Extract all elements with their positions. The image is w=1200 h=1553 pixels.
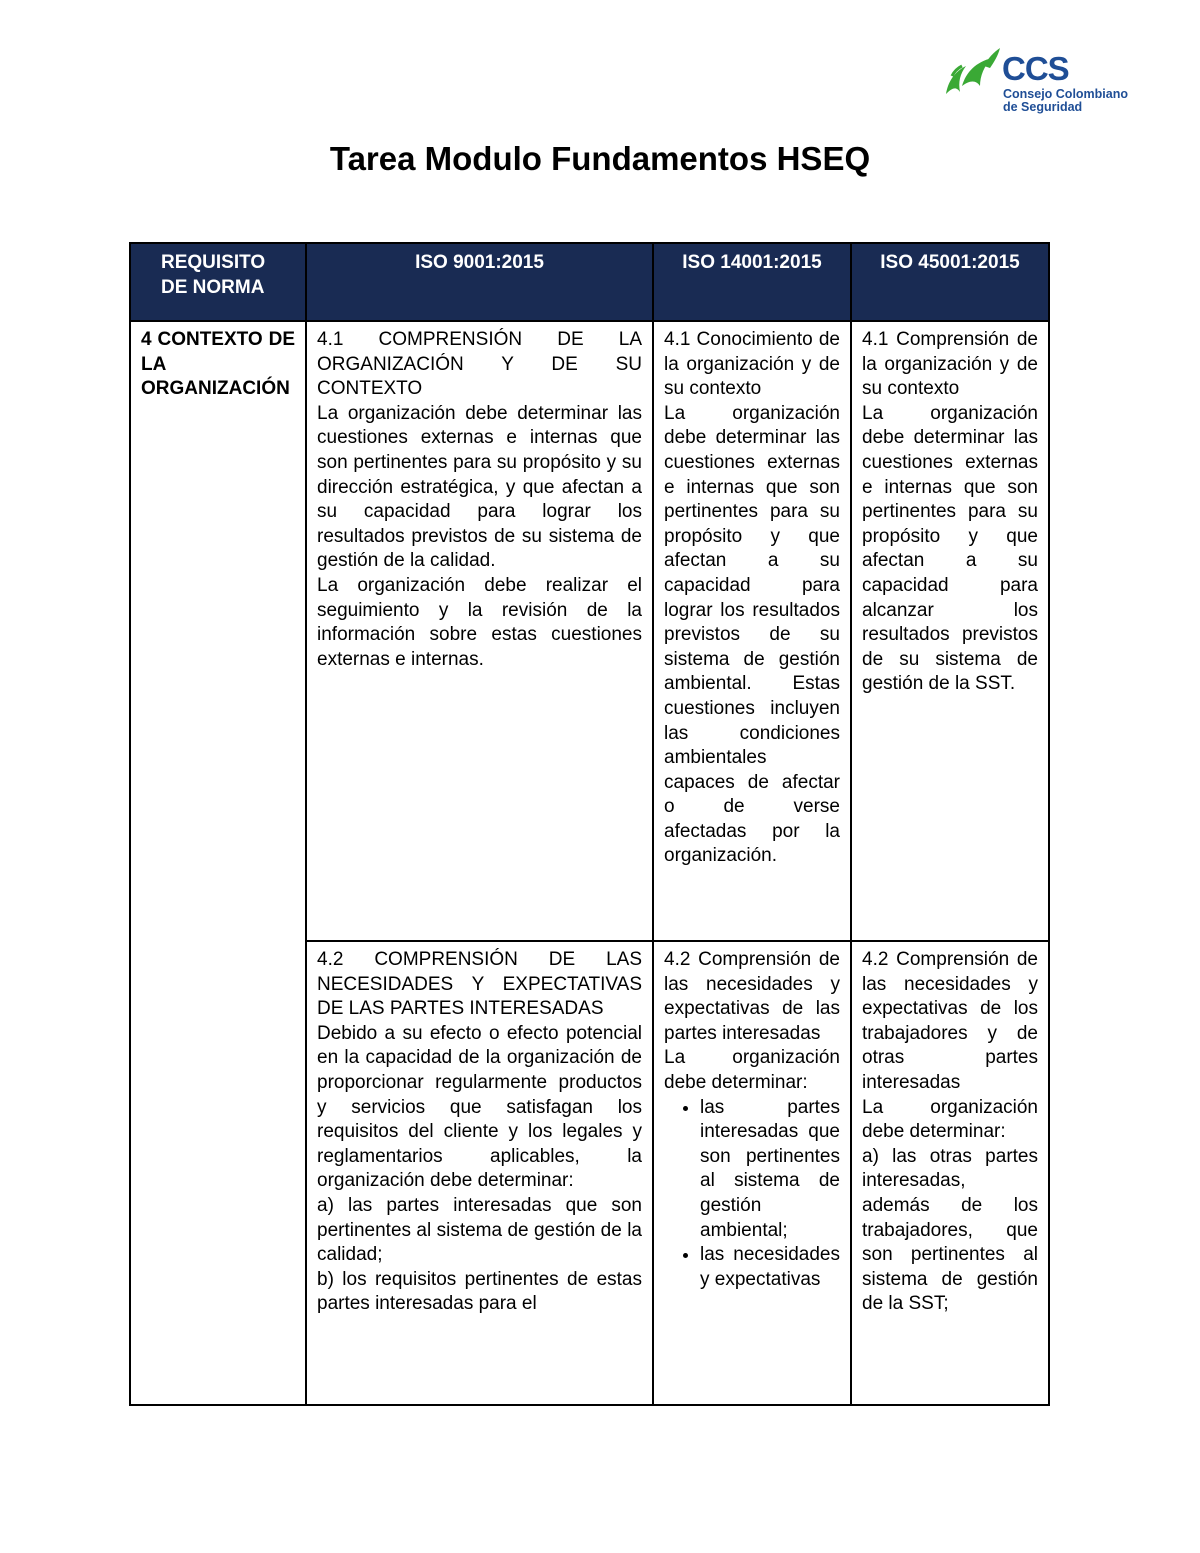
table-header-row [130, 243, 1049, 321]
iso14001-4-1-cell [653, 321, 851, 941]
page-title: Tarea Modulo Fundamentos HSEQ [329, 140, 871, 177]
iso14001-4-1-heading: 4.1 Conocimiento de la organización y de su contexto [664, 329, 840, 400]
iso45001-4-1-cell [851, 321, 1049, 941]
list-item: • las partes interesadas que son pertinentes al sistema de gestión ambiental; [700, 1096, 840, 1244]
hseq-comparison-table [129, 242, 1050, 1406]
logo-abbreviation: CCS [1002, 50, 1069, 87]
ccs-leaf-icon [940, 46, 1002, 104]
logo-full-name: Consejo Colombiano de Seguridad [1003, 87, 1128, 114]
header-requisito: REQUISITO DE NORMA [130, 243, 306, 321]
iso14001-4-2-intro: La organización debe determinar: [664, 1047, 840, 1093]
list-item: • las necesidades y expectativas [700, 1243, 840, 1292]
header-iso-9001: ISO 9001:2015 [306, 243, 653, 321]
header-iso-45001: ISO 45001:2015 [851, 243, 1049, 321]
iso45001-4-1-text: La organización debe determinar las cuestiones externas e internas que son pertinentes para su propósito y que afectan a su capacidad para alcanzar los resultados previstos de su sistema de gestión de la SST. [862, 402, 1038, 695]
iso45001-4-2-cell [851, 941, 1049, 1405]
iso9001-4-2-cell [306, 941, 653, 1405]
ccs-logo [940, 46, 1140, 116]
iso14001-4-2-heading: 4.2 Comprensión de las necesidades y expectativas de las partes interesadas [664, 949, 840, 1044]
iso9001-4-1-heading: 4.1 COMPRENSIÓN DE LA ORGANIZACIÓN Y DE SU CONTEXTO [317, 329, 642, 400]
iso9001-4-1-text: La organización debe determinar las cuestiones externas e internas que son pertinentes para su propósito y su dirección estratégica, y que afectan a su capacidad para lograr los resultados previstos de su sistema de gestión de la calidad. [317, 402, 642, 572]
iso9001-4-1-cell [306, 321, 653, 941]
iso45001-4-2-intro: La organización debe determinar: [862, 1096, 1038, 1143]
iso9001-4-2-text: Debido a su efecto o efecto potencial en la capacidad de la organización de proporcionar regularmente productos y servicios que satisfagan los requisitos del cliente y los legales y reglamentarios aplicables, la organización debe determinar: [317, 1022, 642, 1192]
header-iso-14001: ISO 14001:2015 [653, 243, 851, 321]
iso14001-4-1-text: La organización debe determinar las cuestiones externas e internas que son pertinentes para su propósito y que afectan a su capacidad para lograr los resultados previstos de su sistema de gestión ambiental. Estas cuestiones incluyen las condiciones ambientales capaces de afectar o de verse afectadas por la organización. [664, 402, 840, 867]
requirement-cell: 4 CONTEXTO DE LA ORGANIZACIÓN [130, 321, 306, 1405]
iso9001-4-2-item-a: a) las partes interesadas que son pertinentes al sistema de gestión de la calidad; [317, 1194, 642, 1266]
iso9001-4-2-heading: 4.2 COMPRENSIÓN DE LAS NECESIDADES Y EXPECTATIVAS DE LAS PARTES INTERESADAS [317, 949, 642, 1020]
iso14001-4-2-list [664, 1096, 840, 1293]
iso14001-4-2-cell [653, 941, 851, 1405]
table-row [130, 321, 1049, 941]
iso45001-4-2-item-a: a) las otras partes interesadas, además de los trabajadores, que son pertinentes al sistema de gestión de la SST; [862, 1145, 1038, 1315]
iso9001-4-1-text-2: La organización debe realizar el seguimiento y la revisión de la información sobre estas cuestiones externas e internas. [317, 574, 642, 670]
iso45001-4-1-heading: 4.1 Comprensión de la organización y de su contexto [862, 329, 1038, 400]
iso9001-4-2-item-b: b) los requisitos pertinentes de estas partes interesadas para el [317, 1268, 642, 1315]
iso45001-4-2-heading: 4.2 Comprensión de las necesidades y expectativas de los trabajadores y de otras partes interesadas [862, 949, 1038, 1093]
